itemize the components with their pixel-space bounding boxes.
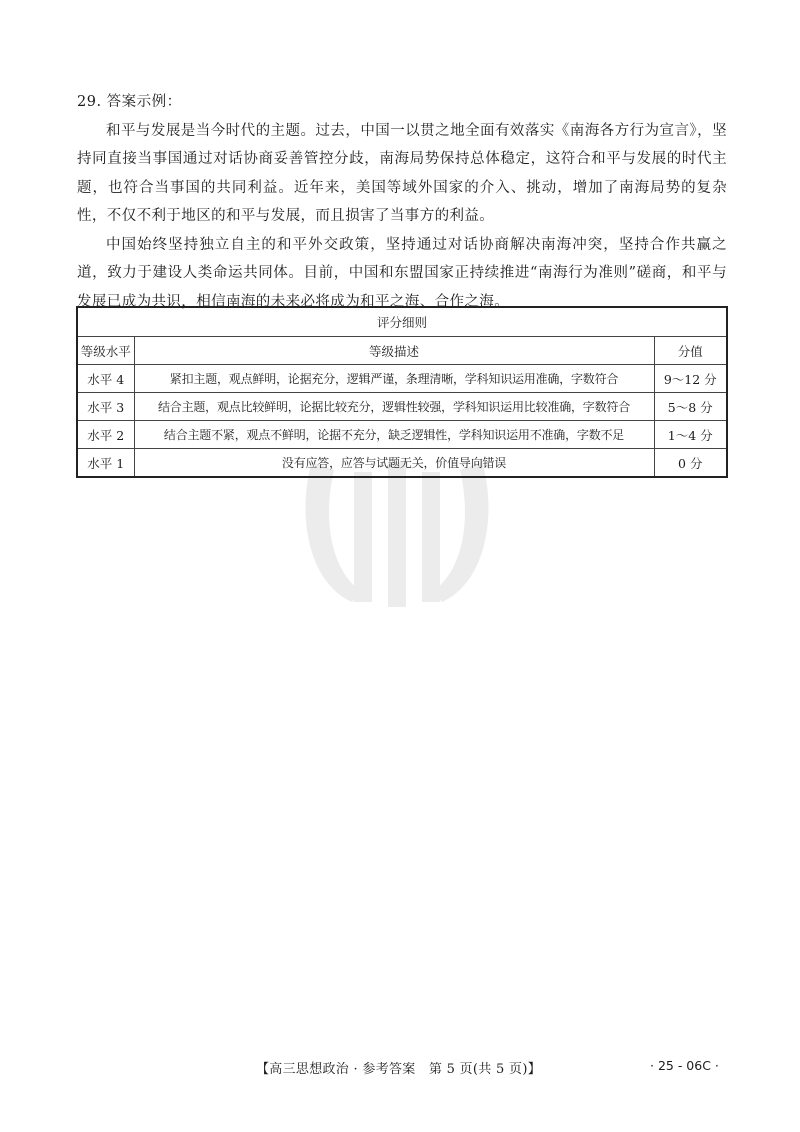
table-row: [77, 449, 727, 478]
scoring-rubric-table: [76, 306, 728, 478]
header-level: 等级水平: [77, 337, 134, 365]
rubric-title: 评分细则: [77, 307, 727, 337]
description-cell: 结合主题，观点比较鲜明，论据比较充分，逻辑性较强，学科知识运用比较准确，字数符合: [134, 393, 654, 421]
footer-page-info: 【高三思想政治 · 参考答案 第 5 页(共 5 页)】: [256, 1062, 542, 1077]
header-score: 分值: [654, 337, 727, 365]
score-cell: 1～4 分: [654, 421, 727, 449]
level-cell: 水平 2: [77, 421, 134, 449]
score-cell: 0 分: [654, 449, 727, 478]
rubric-header-row: [77, 337, 727, 365]
page-footer: [0, 1058, 800, 1078]
table-row: [77, 421, 727, 449]
score-cell: 9～12 分: [654, 365, 727, 393]
table-row: [77, 365, 727, 393]
footer-code: · 25 - 06C ·: [650, 1058, 719, 1073]
question-heading: 29. 答案示例：: [77, 94, 182, 110]
answer-paragraph-2: 中国始终坚持独立自主的和平外交政策，坚持通过对话协商解决南海冲突，坚持合作共赢之道，致力于建设人类命运共同体。目前，中国和东盟国家正持续推进“南海行为准则”磋商，和平与发展已成为共识，相信南海的未来必将成为和平之海、合作之海。: [77, 236, 727, 310]
description-cell: 没有应答，应答与试题无关，价值导向错误: [134, 449, 654, 478]
header-description: 等级描述: [134, 337, 654, 365]
level-cell: 水平 4: [77, 365, 134, 393]
description-cell: 紧扣主题，观点鲜明，论据充分，逻辑严谨，条理清晰，学科知识运用准确，字数符合: [134, 365, 654, 393]
level-cell: 水平 3: [77, 393, 134, 421]
description-cell: 结合主题不紧，观点不鲜明，论据不充分，缺乏逻辑性，学科知识运用不准确，字数不足: [134, 421, 654, 449]
score-cell: 5～8 分: [654, 393, 727, 421]
rubric-title-row: [77, 307, 727, 337]
level-cell: 水平 1: [77, 449, 134, 478]
table-row: [77, 393, 727, 421]
answer-paragraph-1: 和平与发展是当今时代的主题。过去，中国一以贯之地全面有效落实《南海各方行为宣言》，坚持同直接当事国通过对话协商妥善管控分歧，南海局势保持总体稳定，这符合和平与发展的时代主题，也符合当事国的共同利益。近年来，美国等域外国家的介入、挑动，增加了南海局势的复杂性，不仅不利于地区的和平与发展，而且损害了当事方的利益。: [77, 122, 727, 224]
answer-section: [77, 88, 727, 316]
